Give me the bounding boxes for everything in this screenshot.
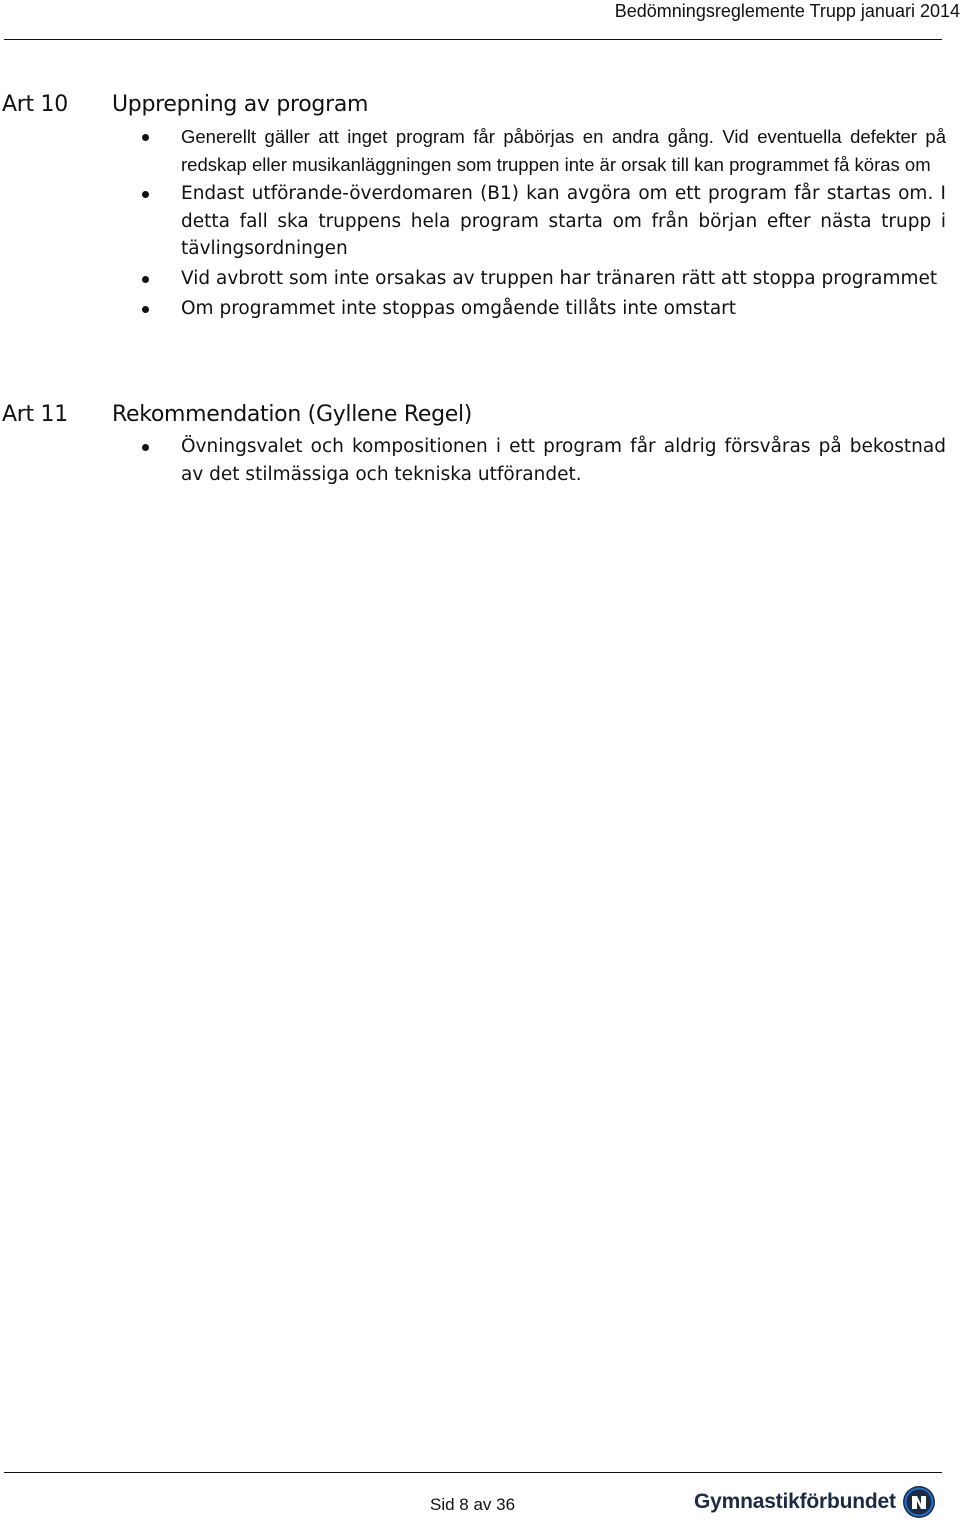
footer-divider [4,1472,942,1473]
list-item [0,295,946,323]
bullet-icon [142,444,149,451]
gymnastikforbundet-logo [694,1485,936,1519]
gymnastics-logo-icon [902,1485,936,1519]
bullet-icon [142,306,149,313]
list-item [0,180,946,263]
article-bullet-list [0,123,960,324]
document-title: Bedömningsreglemente Trupp januari 2014 [614,1,960,21]
bullet-icon [142,134,149,141]
list-item [0,123,946,178]
bullet-text: Om programmet inte stoppas omgående tillåts inte omstart [181,297,737,319]
bullet-text: Övningsvalet och kompositionen i ett program får aldrig försvåras på bekostnad av det stilmässiga och tekniska utförandet. [181,436,946,485]
bullet-icon [142,191,149,198]
logo-text: Gymnastikförbundet [694,1490,896,1513]
article-bullet-list [0,433,960,490]
list-item [0,265,946,293]
bullet-icon [142,276,149,283]
article-heading: Rekommendation (Gyllene Regel) [112,402,473,427]
article-heading: Upprepning av program [112,92,369,117]
header-divider [4,39,942,40]
article-number: Art 11 [2,402,68,427]
bullet-text: Vid avbrott som inte orsakas av truppen har tränaren rätt att stoppa programmet [181,267,938,289]
article-number: Art 10 [2,92,68,117]
bullet-text: Generellt gäller att inget program får påbörjas en andra gång. Vid eventuella defekter på redskap eller musikanläggningen som truppen inte är orsak till kan programmet få köras om [181,126,946,175]
bullet-text: Endast utförande-överdomaren (B1) kan avgöra om ett program får startas om. I detta fall ska truppens hela program starta om från början efter nästa trupp i tävlingsordningen [181,183,946,260]
page-number: Sid 8 av 36 [430,1495,516,1514]
list-item [0,433,946,488]
